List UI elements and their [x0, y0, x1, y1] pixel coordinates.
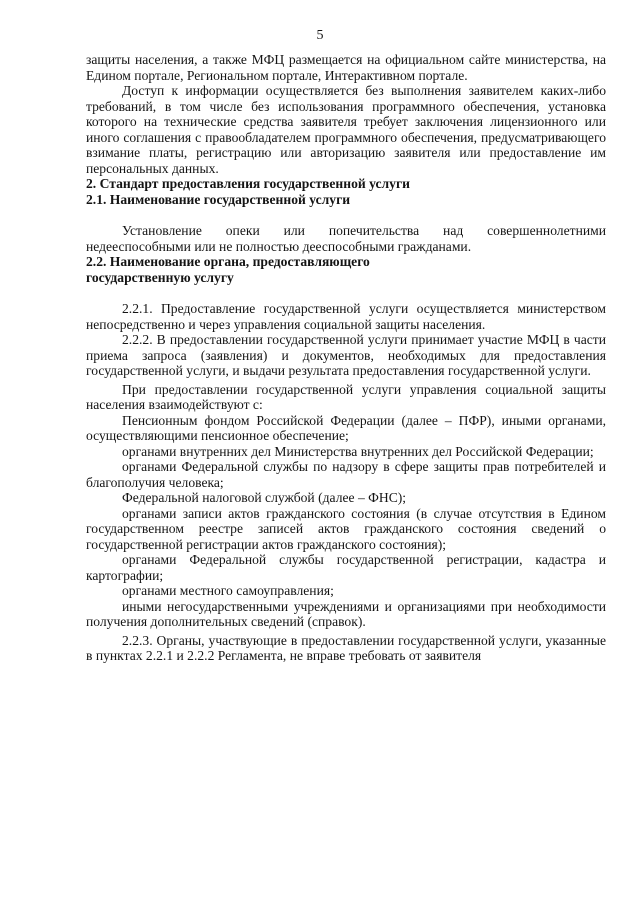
document-body [86, 52, 606, 664]
paragraph: Доступ к информации осуществляется без выполнения заявителем каких-либо требований, в том числе без использования программного обеспечения, установка которого на технические средства заявителя требует заключения лицензионного или иного соглашения с правообладателем программного обеспечения, предусматривающего взимание платы, регистрацию или авторизацию заявителя или предоставление им персональных данных. [86, 83, 606, 176]
subsection-heading: 2.1. Наименование государственной услуги [86, 191, 351, 207]
paragraph: 2.2.1. Предоставление государственной услуги осуществляется министерством непосредственно и через управления социальной защиты населения. [86, 301, 606, 332]
section-heading: 2. Стандарт предоставления государственной услуги [86, 176, 410, 191]
subsection-heading-line: 2.2. Наименование органа, предоставляющего [86, 254, 370, 269]
paragraph: 2.2.3. Органы, участвующие в предоставлении государственной услуги, указанные в пунктах 2.2.1 и 2.2.2 Регламента, не вправе требовать от заявителя [86, 632, 606, 663]
list-item: Пенсионным фондом Российской Федерации (далее – ПФР), иными органами, осуществляющими пенсионное обеспечение; [86, 412, 606, 443]
list-item: иными негосударственными учреждениями и организациями при необходимости получения дополнительных сведений (справок). [86, 598, 606, 629]
list-item: органами Федеральной службы государственной регистрации, кадастра и картографии; [86, 552, 606, 583]
list-item: органами местного самоуправления; [122, 583, 334, 598]
paragraph: 2.2.2. В предоставлении государственной услуги принимает участие МФЦ в части приема запроса (заявления) и документов, необходимых для предоставления государственной услуги, и выдачи результата предоставления государственной услуги. [86, 332, 606, 378]
paragraph: Установление опеки или попечительства над совершеннолетними недееспособными или не полностью дееспособными гражданами. [86, 223, 606, 254]
paragraph: защиты населения, а также МФЦ размещается на официальном сайте министерства, на Едином портале, Региональном портале, Интерактивном портале. [86, 52, 606, 83]
list-item: органами записи актов гражданского состояния (в случае отсутствия в Едином государственном реестре записей актов гражданского состояния сведений о государственной регистрации актов гражданского состояния); [86, 505, 606, 552]
page-number: 5 [316, 28, 324, 43]
list-item: органами Федеральной службы по надзору в сфере защиты прав потребителей и благополучия человека; [86, 459, 606, 490]
list-item: органами внутренних дел Министерства внутренних дел Российской Федерации; [122, 443, 594, 459]
list-item: Федеральной налоговой службой (далее – ФНС); [122, 490, 407, 505]
paragraph: При предоставлении государственной услуги управления социальной защиты населения взаимодействуют с: [86, 381, 606, 412]
subsection-heading [86, 254, 606, 285]
subsection-heading-line: государственную услугу [86, 269, 234, 285]
